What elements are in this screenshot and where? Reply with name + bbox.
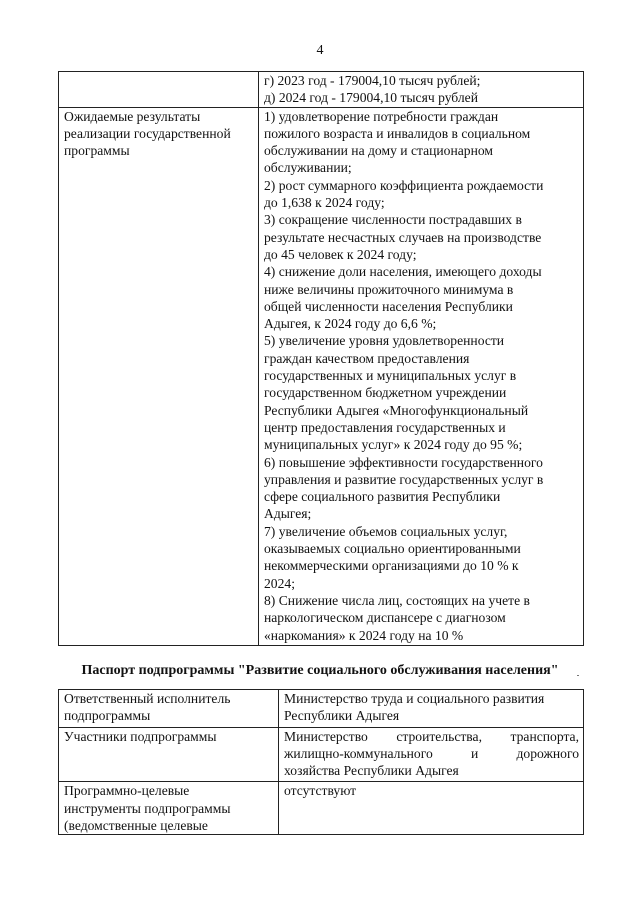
text-line: оказываемых социально ориентированными — [264, 541, 521, 557]
text-line: общей численности населения Республики — [264, 298, 513, 314]
text-line: 8) Снижение числа лиц, состоящих на учете в — [264, 592, 530, 608]
text-line: Министерство строительства, транспорта, — [284, 728, 579, 744]
table-row — [59, 690, 584, 728]
table-row — [59, 727, 584, 782]
text-line: муниципальных услуг» к 2024 году до 95 %; — [264, 437, 523, 453]
text-line: 7) увеличение объемов социальных услуг, — [264, 523, 508, 539]
text-line: 1) удовлетворение потребности граждан — [264, 108, 499, 124]
text-line: обслуживании; — [264, 160, 352, 176]
text-line: Ожидаемые результаты — [64, 108, 201, 124]
text-line: результате несчастных случаев на производстве — [264, 229, 542, 245]
table-cell-label — [59, 782, 279, 835]
text-line: государственных и муниципальных услуг в — [264, 368, 517, 384]
text-line: Ответственный исполнитель — [64, 691, 231, 706]
text-line: пожилого возраста и инвалидов в социальном — [264, 125, 531, 141]
text-line: подпрограммы — [64, 708, 151, 724]
text-line: Участники подпрограммы — [64, 728, 217, 744]
text-line: центр предоставления государственных и — [264, 419, 506, 435]
text-line: наркологическом диспансере с диагнозом — [264, 610, 506, 626]
page-number: 4 — [316, 43, 324, 58]
text-line: жилищно-коммунального и дорожного — [284, 745, 579, 761]
text-line: обслуживании на дому и стационарном — [264, 143, 493, 159]
text-line: 2) рост суммарного коэффициента рождаемости — [264, 177, 544, 193]
table-cell-label — [59, 690, 279, 728]
text-line: граждан качеством предоставления — [264, 350, 470, 366]
text-line: программы — [64, 143, 130, 159]
table-row — [59, 782, 584, 835]
text-line: г) 2023 год - 179004,10 тысяч рублей; — [264, 73, 481, 88]
text-line: инструменты подпрограммы — [64, 800, 231, 816]
text-line: некоммерческими организациями до 10 % к — [264, 558, 519, 574]
text-line: сфере социального развития Республики — [264, 489, 501, 505]
text-line: Республики Адыгея — [284, 708, 400, 724]
text-line: 5) увеличение уровня удовлетворенности — [264, 333, 505, 349]
table-cell-label — [59, 72, 259, 108]
text-line: до 1,638 к 2024 году; — [264, 195, 385, 211]
text-line: 2024; — [264, 575, 295, 591]
goals-table — [58, 71, 584, 646]
text-line: Республики Адыгея «Многофункциональный — [264, 402, 529, 418]
text-line: хозяйства Республики Адыгея — [284, 763, 459, 779]
table-cell-content — [259, 107, 584, 645]
text-line: государственном бюджетном учреждении — [264, 385, 507, 401]
table-cell-content — [279, 727, 584, 782]
text-line: Программно-целевые — [64, 783, 190, 799]
text-line: Адыгея, к 2024 году до 6,6 %; — [264, 316, 437, 332]
subprogram-passport-table — [58, 689, 584, 835]
text-line: «наркомания» к 2024 году на 10 % — [264, 627, 464, 643]
text-line: Адыгея; — [264, 506, 312, 522]
text-line: реализации государственной — [64, 125, 231, 141]
text-line: 6) повышение эффективности государственного — [264, 454, 543, 470]
table-cell-content — [259, 72, 584, 108]
table-row — [59, 72, 584, 108]
text-line: д) 2024 год - 179004,10 тысяч рублей — [264, 90, 478, 106]
text-line: отсутствуют — [284, 783, 357, 799]
table-cell-content — [279, 690, 584, 728]
text-line: Министерство труда и социального развития — [284, 691, 545, 706]
table-cell-label — [59, 107, 259, 645]
subprogram-title: Паспорт подпрограммы "Развитие социального обслуживания населения" — [81, 663, 559, 678]
text-line: 3) сокращение численности пострадавших в — [264, 212, 522, 228]
text-line: 4) снижение доли населения, имеющего доходы — [264, 264, 542, 280]
table-row — [59, 107, 584, 645]
table-cell-content — [279, 782, 584, 835]
table-cell-label — [59, 727, 279, 782]
text-line: управления и развитие государственных услуг в — [264, 471, 544, 487]
text-line: до 45 человек к 2024 году; — [264, 246, 417, 262]
text-line: ниже величины прожиточного минимума в — [264, 281, 514, 297]
text-line: (ведомственные целевые — [64, 818, 208, 834]
